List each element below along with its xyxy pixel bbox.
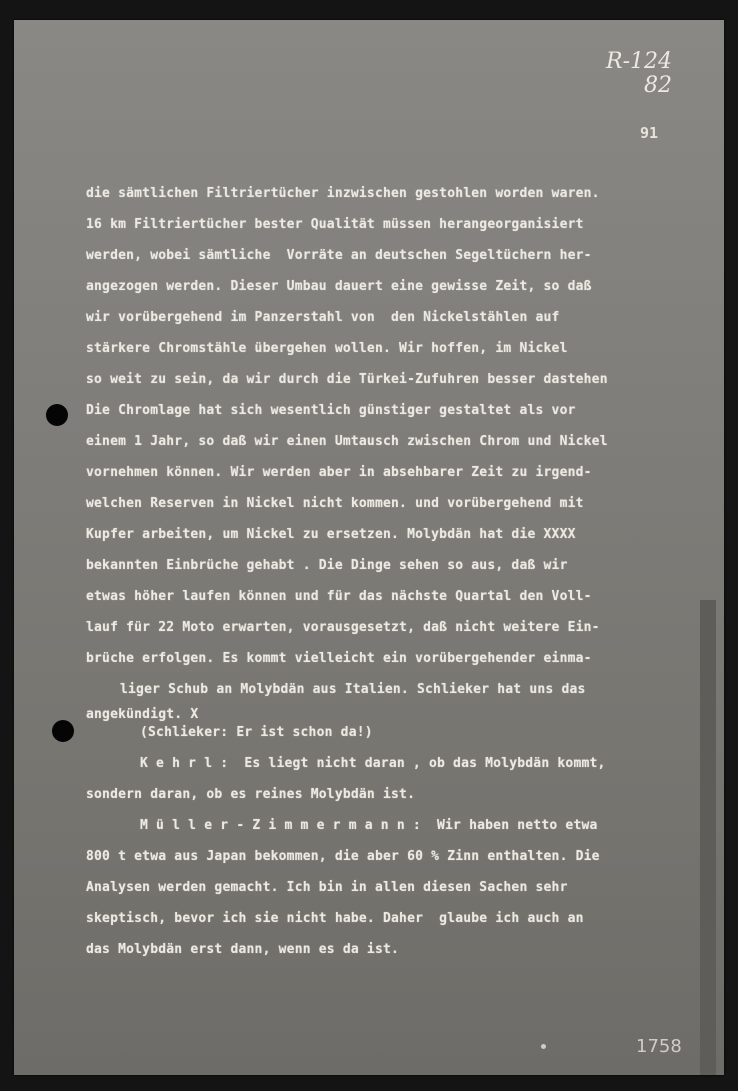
page-number: 91 (640, 124, 659, 142)
text-line: brüche erfolgen. Es kommt vielleicht ein vorübergehender einma- (86, 651, 592, 666)
paper-edge (700, 600, 716, 1075)
text-line: stärkere Chromstähle übergehen wollen. Wir hoffen, im Nickel (86, 341, 568, 356)
text-line: 800 t etwa aus Japan bekommen, die aber 60 % Zinn enthalten. Die (86, 849, 600, 864)
text-line: (Schlieker: Er ist schon da!) (140, 725, 373, 740)
punch-hole (46, 404, 68, 426)
text-line: Analysen werden gemacht. Ich bin in allen diesen Sachen sehr (86, 880, 568, 895)
text-line: skeptisch, bevor ich sie nicht habe. Daher glaube ich auch an (86, 911, 584, 926)
text-line: welchen Reserven in Nickel nicht kommen. und vorübergehend mit (86, 496, 584, 511)
text-line: so weit zu sein, da wir durch die Türkei-Zufuhren besser dastehen (86, 372, 608, 387)
text-line: die sämtlichen Filtriertücher inzwischen gestohlen worden waren. (86, 186, 600, 201)
text-line: bekannten Einbrüche gehabt . Die Dinge sehen so aus, daß wir (86, 558, 568, 573)
text-line: lauf für 22 Moto erwarten, vorausgesetzt, daß nicht weitere Ein- (86, 620, 600, 635)
text-line: etwas höher laufen können und für das nächste Quartal den Voll- (86, 589, 592, 604)
reference-subnumber: 82 (644, 73, 672, 98)
speck (541, 1044, 546, 1049)
text-line: werden, wobei sämtliche Vorräte an deutschen Segeltüchern her- (86, 248, 592, 263)
text-line: das Molybdän erst dann, wenn es da ist. (86, 942, 400, 957)
text-line: liger Schub an Molybdän aus Italien. Schlieker hat uns das (120, 682, 586, 697)
text-line: angezogen werden. Dieser Umbau dauert eine gewisse Zeit, so daß (86, 279, 592, 294)
speaker-line: M ü l l e r - Z i m m e r m a n n : Wir haben netto etwa (140, 818, 598, 833)
text-line: Kupfer arbeiten, um Nickel zu ersetzen. Molybdän hat die XXXX (86, 527, 576, 542)
text-line: einem 1 Jahr, so daß wir einen Umtausch zwischen Chrom und Nickel (86, 434, 608, 449)
text-line: vornehmen können. Wir werden aber in absehbarer Zeit zu irgend- (86, 465, 592, 480)
archive-stamp-number: 1758 (636, 1036, 682, 1057)
handwritten-reference (606, 50, 672, 98)
speaker-line: K e h r l : Es liegt nicht daran , ob das Molybdän kommt, (140, 756, 606, 771)
text-line: sondern daran, ob es reines Molybdän ist. (86, 787, 416, 802)
text-line: Die Chromlage hat sich wesentlich günstiger gestaltet als vor (86, 403, 576, 418)
text-line: wir vorübergehend im Panzerstahl von den Nickelstählen auf (86, 310, 560, 325)
reference-code: R-124 (606, 49, 672, 74)
punch-hole (52, 720, 74, 742)
text-line: angekündigt. X (86, 707, 199, 722)
text-line: 16 km Filtriertücher bester Qualität müssen herangeorganisiert (86, 217, 584, 232)
